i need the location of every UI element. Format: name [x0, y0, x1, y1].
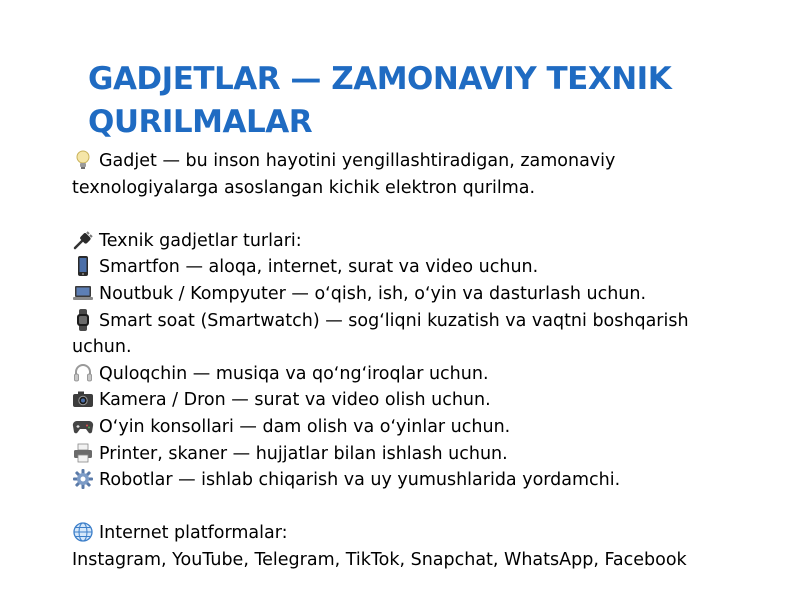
platforms-heading-text: Internet platformalar: [99, 523, 288, 544]
smartphone-icon [72, 255, 94, 275]
game-controller-icon [72, 415, 94, 435]
type-item-smartphone [72, 254, 722, 281]
type-item-text: Oʻyin konsollari — dam olish va oʻyinlar uchun. [99, 416, 511, 437]
type-item-text: Noutbuk / Kompyuter — oʻqish, ish, oʻyin va dasturlash uchun. [99, 283, 647, 304]
type-item-smartwatch [72, 308, 722, 361]
plug-icon [72, 229, 94, 249]
type-item-text: Printer, skaner — hujjatlar bilan ishlash uchun. [99, 443, 508, 464]
type-item-laptop [72, 281, 722, 308]
platforms-heading [72, 520, 722, 547]
slide-content [72, 148, 722, 574]
intro-text: Gadjet — bu inson hayotini yengillashtiradigan, zamonaviy texnologiyalarga asoslangan kichik elektron qurilma. [72, 151, 616, 198]
type-item-text: Robotlar — ishlab chiqarish va uy yumushlarida yordamchi. [99, 470, 621, 491]
laptop-icon [72, 282, 94, 302]
type-item-text: Smart soat (Smartwatch) — sogʻliqni kuzatish va vaqtni boshqarish uchun. [72, 310, 689, 358]
type-item-robots [72, 467, 722, 494]
type-item-printer [72, 441, 722, 468]
camera-icon [72, 388, 94, 408]
slide-title: GADJETLAR — ZAMONAVIY TEXNIK QURILMALAR [88, 61, 672, 140]
type-item-headphones [72, 361, 722, 388]
type-item-text: Quloqchin — musiqa va qoʻngʻiroqlar uchun. [99, 363, 489, 384]
platforms-list: Instagram, YouTube, Telegram, TikTok, Snapchat, WhatsApp, Facebook [72, 549, 687, 570]
types-heading [72, 228, 722, 255]
intro-paragraph [72, 148, 722, 201]
type-item-text: Smartfon — aloqa, internet, surat va video uchun. [99, 257, 539, 278]
gear-icon [72, 468, 94, 488]
types-heading-text: Texnik gadjetlar turlari: [99, 230, 302, 251]
printer-icon [72, 442, 94, 462]
type-item-text: Kamera / Dron — surat va video olish uchun. [99, 390, 491, 411]
type-item-game-console [72, 414, 722, 441]
type-item-camera [72, 387, 722, 414]
globe-icon [72, 521, 94, 541]
light-bulb-icon [72, 149, 94, 169]
headphones-icon [72, 362, 94, 382]
smartwatch-icon [72, 309, 94, 329]
